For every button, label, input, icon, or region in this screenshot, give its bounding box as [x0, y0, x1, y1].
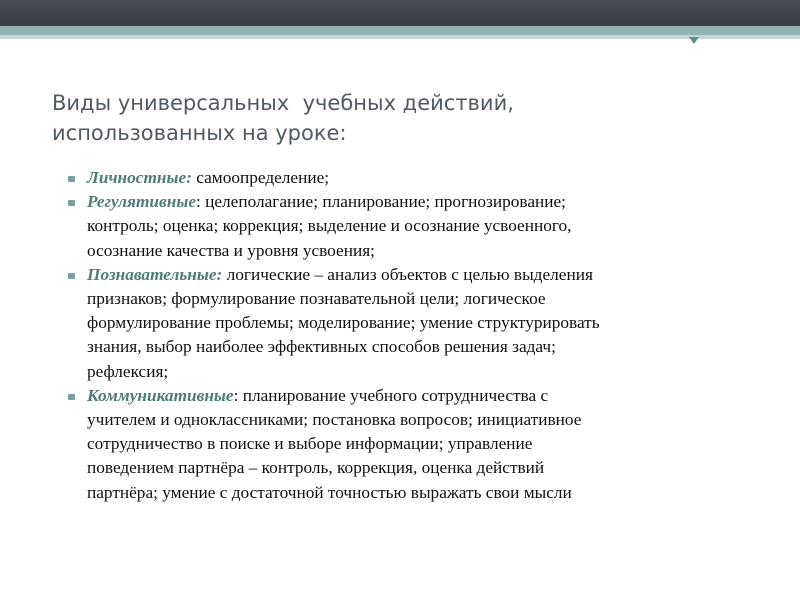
item-line: контроль; оценка; коррекция; выделение и осознание усвоенного,	[87, 216, 572, 236]
item-text: логические – анализ объектов с целью выделения	[222, 264, 593, 284]
top-accent-stripe	[0, 26, 800, 35]
item-line: осознание качества и уровня усвоения;	[87, 240, 375, 260]
item-term: Регулятивные	[87, 192, 196, 212]
bullet-icon	[68, 394, 75, 400]
bullet-icon	[68, 200, 75, 206]
item-line: поведением партнёра – контроль, коррекция, оценка действий	[87, 458, 545, 478]
item-line	[87, 190, 768, 214]
item-term: Коммуникативные	[87, 385, 234, 405]
list-item-communicative	[68, 384, 768, 505]
item-line: рефлексия;	[87, 361, 169, 381]
item-line: знания, выбор наиболее эффективных способов решения задач;	[87, 337, 556, 357]
list-item-personal	[68, 166, 768, 190]
item-line: сотрудничество в поиске и выборе информации; управление	[87, 434, 533, 454]
item-line	[87, 384, 768, 408]
slide-title-line-2: использованных на уроке:	[52, 121, 347, 145]
item-line	[87, 166, 768, 190]
list-item-cognitive	[68, 263, 768, 384]
item-term: Личностные:	[87, 168, 192, 187]
bullet-icon	[68, 273, 75, 279]
item-line	[87, 263, 768, 287]
list-item-regulatory	[68, 190, 768, 263]
item-line: формулирование проблемы; моделирование; умение структурировать	[87, 313, 600, 333]
slide-title-line-1: Виды универсальных учебных действий,	[52, 91, 514, 115]
item-line: партнёра; умение с достаточной точностью выражать свои мысли	[87, 482, 572, 502]
item-text: : целеполагание; планирование; прогнозирование;	[196, 192, 566, 212]
triangle-marker-icon	[689, 37, 699, 44]
bullet-icon	[68, 176, 75, 182]
item-line: учителем и одноклассниками; постановка вопросов; инициативное	[87, 410, 582, 430]
top-bar	[0, 0, 800, 26]
bullet-list	[68, 166, 768, 505]
item-text: : планирование учебного сотрудничества с	[233, 385, 549, 405]
top-accent-line	[0, 35, 800, 39]
item-text: самоопределение;	[191, 168, 330, 187]
item-term: Познавательные:	[87, 264, 223, 284]
slide-title	[52, 88, 752, 148]
item-line: признаков; формулирование познавательной цели; логическое	[87, 289, 546, 309]
